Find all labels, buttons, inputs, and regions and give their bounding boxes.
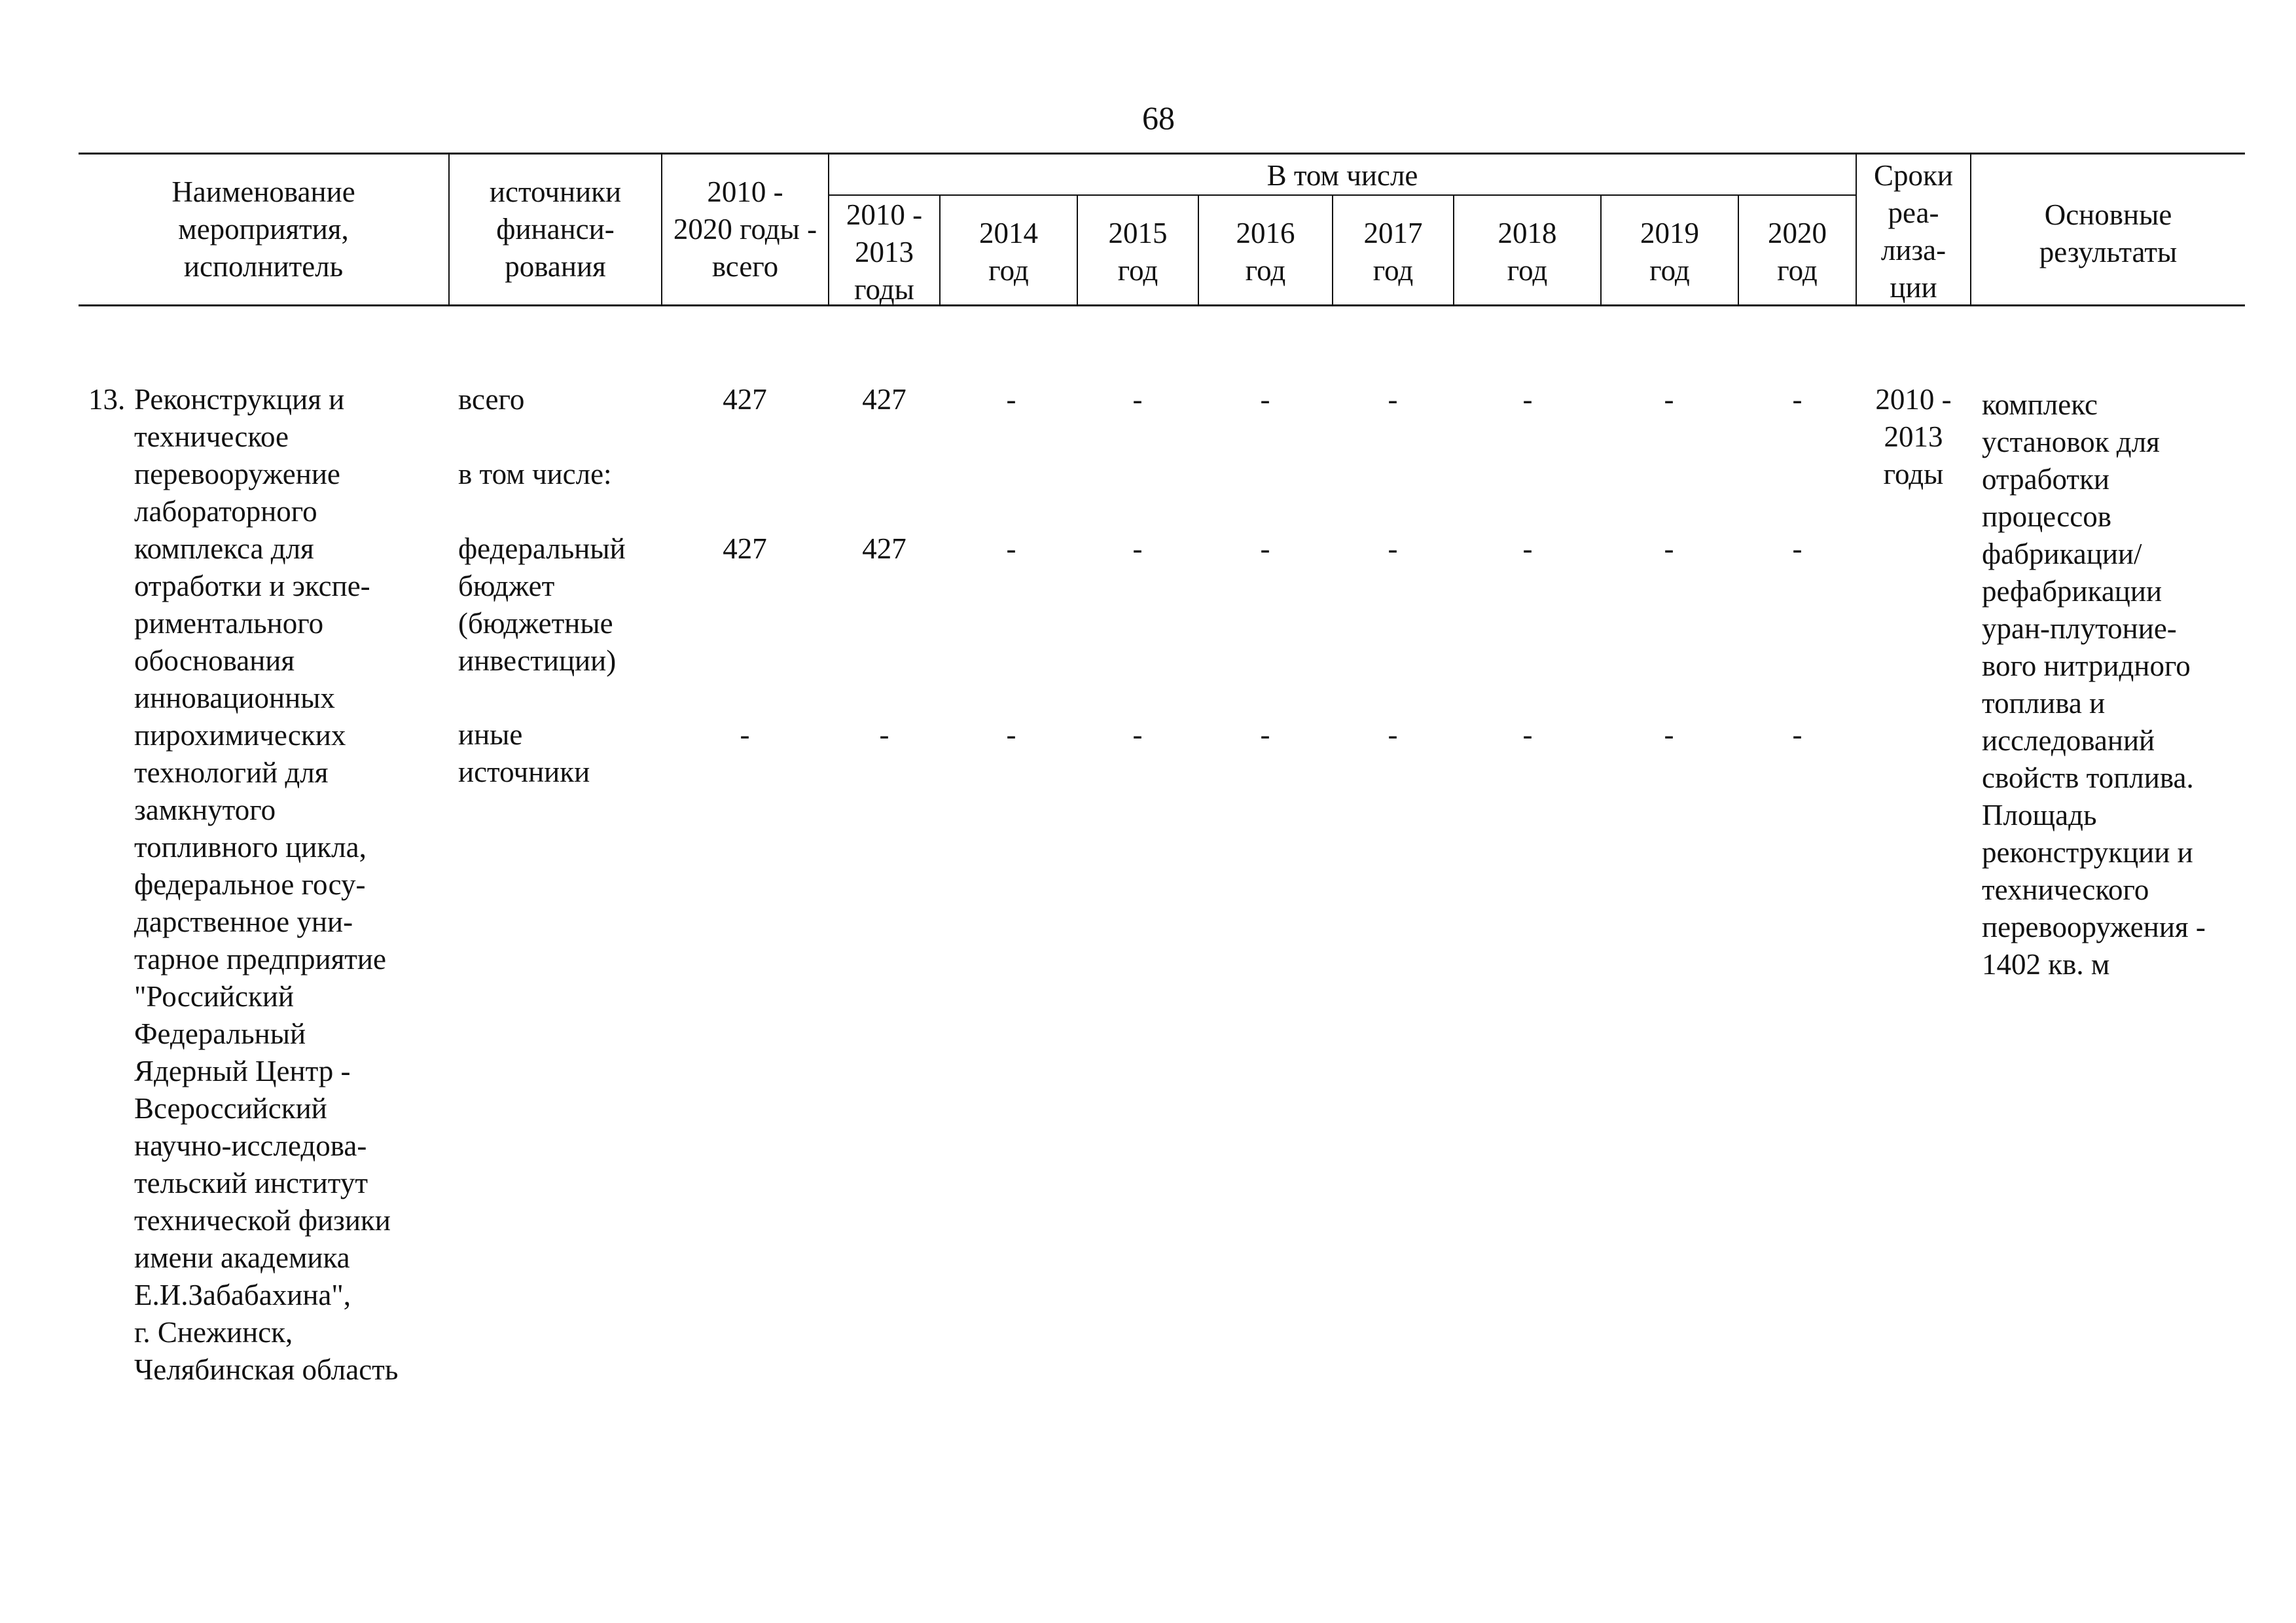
header-2010-2013: 2010 - 2013 годы [846,198,923,306]
name-line: федеральное госу- [134,868,366,901]
name-line: Ядерный Центр - [134,1055,351,1087]
result-line: отработки [1982,463,2110,496]
name-line: Челябинская область [134,1353,399,1386]
result-line: фабрикации/ [1982,538,2142,570]
result-line: перевооружения - [1982,911,2206,943]
header-2015: 2015 год [1108,217,1168,287]
header-period: Сроки реа- лиза- ции [1874,159,1953,304]
row-period: 2010 - 2013 годы [1875,383,1952,490]
source-other: иные источники [458,718,590,788]
name-line: тарное предприятие [134,943,386,976]
value-cell: - [1006,532,1016,565]
name-line: технической физики [134,1204,391,1237]
value-cell: - [1792,532,1803,565]
page-number: 68 [1142,100,1175,136]
name-line: инновационных [134,682,335,714]
header-2018: 2018 год [1498,217,1557,287]
row-name [134,381,398,1389]
header-2020: 2020 год [1768,217,1827,287]
name-line: Всероссийский [134,1092,327,1125]
header-sources: источники финанси- рования [489,175,622,283]
name-line: "Российский [134,980,295,1013]
header-2016: 2016 год [1236,217,1295,287]
value-cell: 427 [862,383,906,416]
name-line: комплекса для [134,532,314,565]
value-cell: 427 [862,532,906,565]
value-cell: - [1388,383,1398,416]
value-cell: - [1522,532,1533,565]
value-cell: - [1664,532,1674,565]
name-line: техническое [134,420,289,453]
name-line: обоснования [134,644,295,677]
name-line: г. Снежинск, [134,1316,293,1349]
name-line: Федеральный [134,1017,306,1050]
value-cell: - [1664,383,1674,416]
value-cell: - [1522,718,1533,751]
result-line: Площадь [1982,799,2097,831]
header-total: 2010 - 2020 годы - всего [673,175,817,283]
row-number: 13. [88,383,126,416]
result-line: рефабрикации [1982,575,2162,608]
value-cell: - [1522,383,1533,416]
value-cell: - [1388,532,1398,565]
header-2019: 2019 год [1640,217,1699,287]
name-line: имени академика [134,1241,350,1274]
value-cell: - [1792,718,1803,751]
name-line: отработки и экспе- [134,570,370,602]
name-line: замкнутого [134,793,276,826]
value-cell: - [1388,718,1398,751]
name-line: дарственное уни- [134,905,353,938]
result-line: исследований [1982,724,2155,757]
name-line: научно-исследова- [134,1129,367,1162]
value-cell: 427 [723,383,767,416]
value-cell: - [1664,718,1674,751]
value-cell: - [879,718,889,751]
name-line: Е.И.Забабахина", [134,1279,351,1311]
name-line: технологий для [134,756,329,789]
value-cell: - [1260,532,1270,565]
name-line: тельский институт [134,1167,368,1199]
row-results [1982,386,2206,983]
value-cell: - [1260,383,1270,416]
header-2017: 2017 год [1363,217,1423,287]
result-line: комплекс [1982,388,2098,421]
source-total-label: всего [458,383,525,416]
table-top-rule [79,153,2245,155]
value-cell: - [740,718,750,751]
header-results: Основные результаты [2039,198,2178,268]
name-line: риментального [134,607,324,640]
result-line: вого нитридного [1982,649,2191,682]
value-cell: - [1132,383,1143,416]
result-line: уран-плутоние- [1982,612,2177,645]
value-cell: 427 [723,532,767,565]
value-cell: - [1132,532,1143,565]
value-cell: - [1006,718,1016,751]
result-line: 1402 кв. м [1982,948,2110,981]
result-line: процессов [1982,500,2111,533]
name-line: перевооружение [134,458,340,490]
result-line: технического [1982,873,2149,906]
header-including: В том числе [1266,159,1418,192]
source-including-label: в том числе: [458,458,612,490]
result-line: топлива и [1982,687,2106,720]
value-cell: - [1132,718,1143,751]
source-federal: федеральный бюджет (бюджетные инвестиции) [458,532,626,677]
value-cell: - [1792,383,1803,416]
name-line: лабораторного [134,495,317,528]
name-line: пирохимических [134,719,346,752]
name-line: топливного цикла, [134,831,367,864]
name-line: Реконструкция и [134,383,345,416]
header-2014: 2014 год [979,217,1038,287]
result-line: реконструкции и [1982,836,2193,869]
result-line: установок для [1982,426,2160,458]
subheader-rule [828,194,1856,196]
header-name: Наименование мероприятия, исполнитель [171,175,355,283]
value-cell: - [1006,383,1016,416]
result-line: свойств топлива. [1982,761,2194,794]
value-cell: - [1260,718,1270,751]
